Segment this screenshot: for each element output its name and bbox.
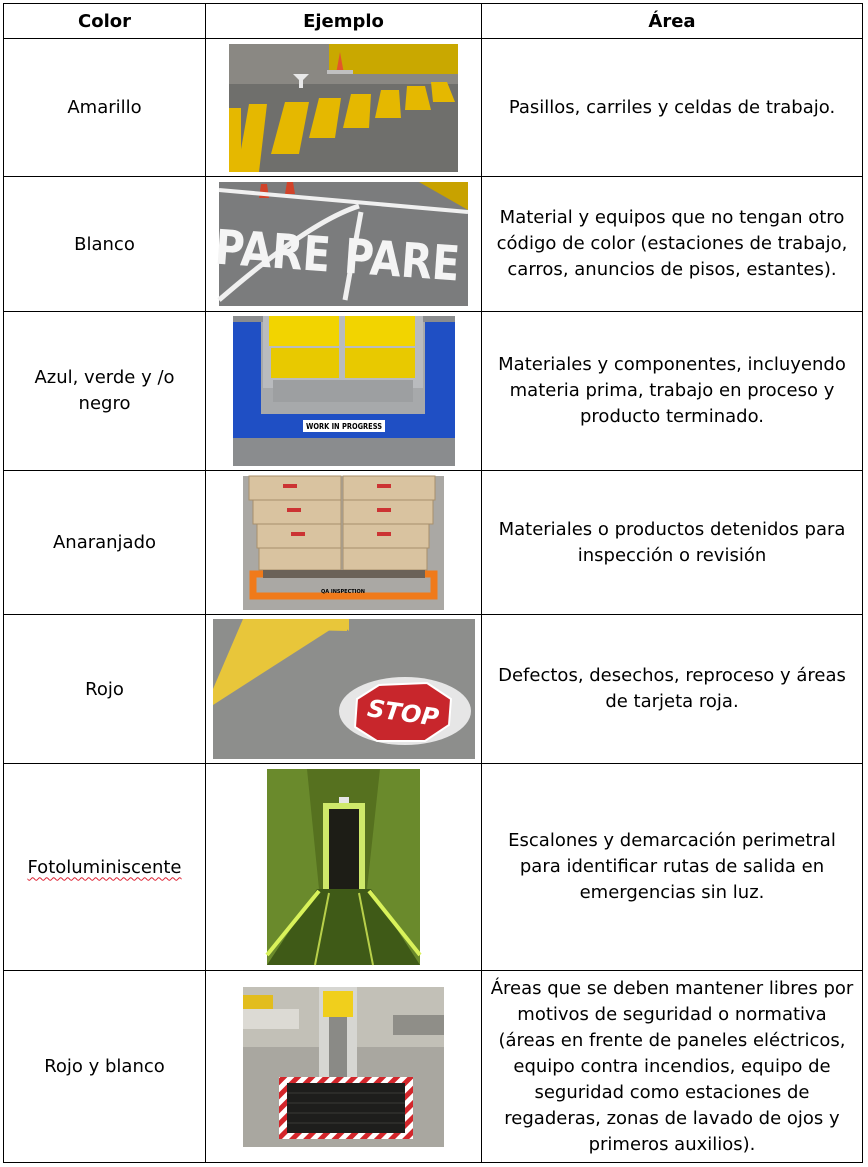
red-white-safety-area-image <box>243 987 444 1147</box>
area-cell: Materiales y componentes, incluyendo materia prima, trabajo en proceso y producto terminado. <box>482 312 863 471</box>
example-cell <box>206 312 482 471</box>
blue-wip-floor-image <box>233 316 455 466</box>
table-row <box>4 177 863 312</box>
header-row <box>4 4 863 39</box>
color-cell: Rojo <box>4 615 206 764</box>
qa-label-text: QA INSPECTION <box>321 588 365 595</box>
table-row <box>4 471 863 615</box>
example-cell <box>206 471 482 615</box>
table-row <box>4 971 863 1163</box>
area-cell: Áreas que se deben mantener libres por motivos de seguridad o normativa (áreas en frente de paneles eléctricos, equipo contra incendios, equipo de seguridad como estaciones de regaderas, zonas de lavado de ojos y primeros auxilios). <box>482 971 863 1163</box>
area-cell: Material y equipos que no tengan otro código de color (estaciones de trabajo, carros, anuncios de pisos, estantes). <box>482 177 863 312</box>
table-row <box>4 764 863 971</box>
header-color: Color <box>4 4 206 39</box>
area-cell: Escalones y demarcación perimetral para identificar rutas de salida en emergencias sin luz. <box>482 764 863 971</box>
table-row <box>4 615 863 764</box>
color-cell: Blanco <box>4 177 206 312</box>
photoluminescent-hallway-image <box>267 769 420 965</box>
example-cell <box>206 971 482 1163</box>
example-cell <box>206 39 482 177</box>
example-cell <box>206 764 482 971</box>
wip-label-text: WORK IN PROGRESS <box>305 422 382 431</box>
header-example: Ejemplo <box>206 4 482 39</box>
table-row <box>4 39 863 177</box>
color-label: Fotoluminiscente <box>27 856 182 878</box>
orange-qa-floor-image <box>243 476 444 610</box>
area-cell: Pasillos, carriles y celdas de trabajo. <box>482 39 863 177</box>
area-cell: Defectos, desechos, reproceso y áreas de tarjeta roja. <box>482 615 863 764</box>
color-cell: Azul, verde y /o negro <box>4 312 206 471</box>
example-cell <box>206 615 482 764</box>
color-cell: Amarillo <box>4 39 206 177</box>
pare-text-left: PARE PARE <box>213 219 509 296</box>
table-row <box>4 312 863 471</box>
color-cell <box>4 764 206 971</box>
white-pare-floor-image <box>213 182 509 306</box>
red-stop-floor-image <box>213 619 475 759</box>
color-code-table <box>3 3 863 1163</box>
stop-sign-text: STOP <box>365 694 441 732</box>
yellow-crosswalk-image <box>229 44 458 172</box>
color-code-table-wrapper <box>3 3 863 1163</box>
example-cell <box>206 177 509 312</box>
area-cell: Materiales o productos detenidos para inspección o revisión <box>482 471 863 615</box>
color-cell: Rojo y blanco <box>4 971 206 1163</box>
header-area: Área <box>482 4 863 39</box>
color-cell: Anaranjado <box>4 471 206 615</box>
